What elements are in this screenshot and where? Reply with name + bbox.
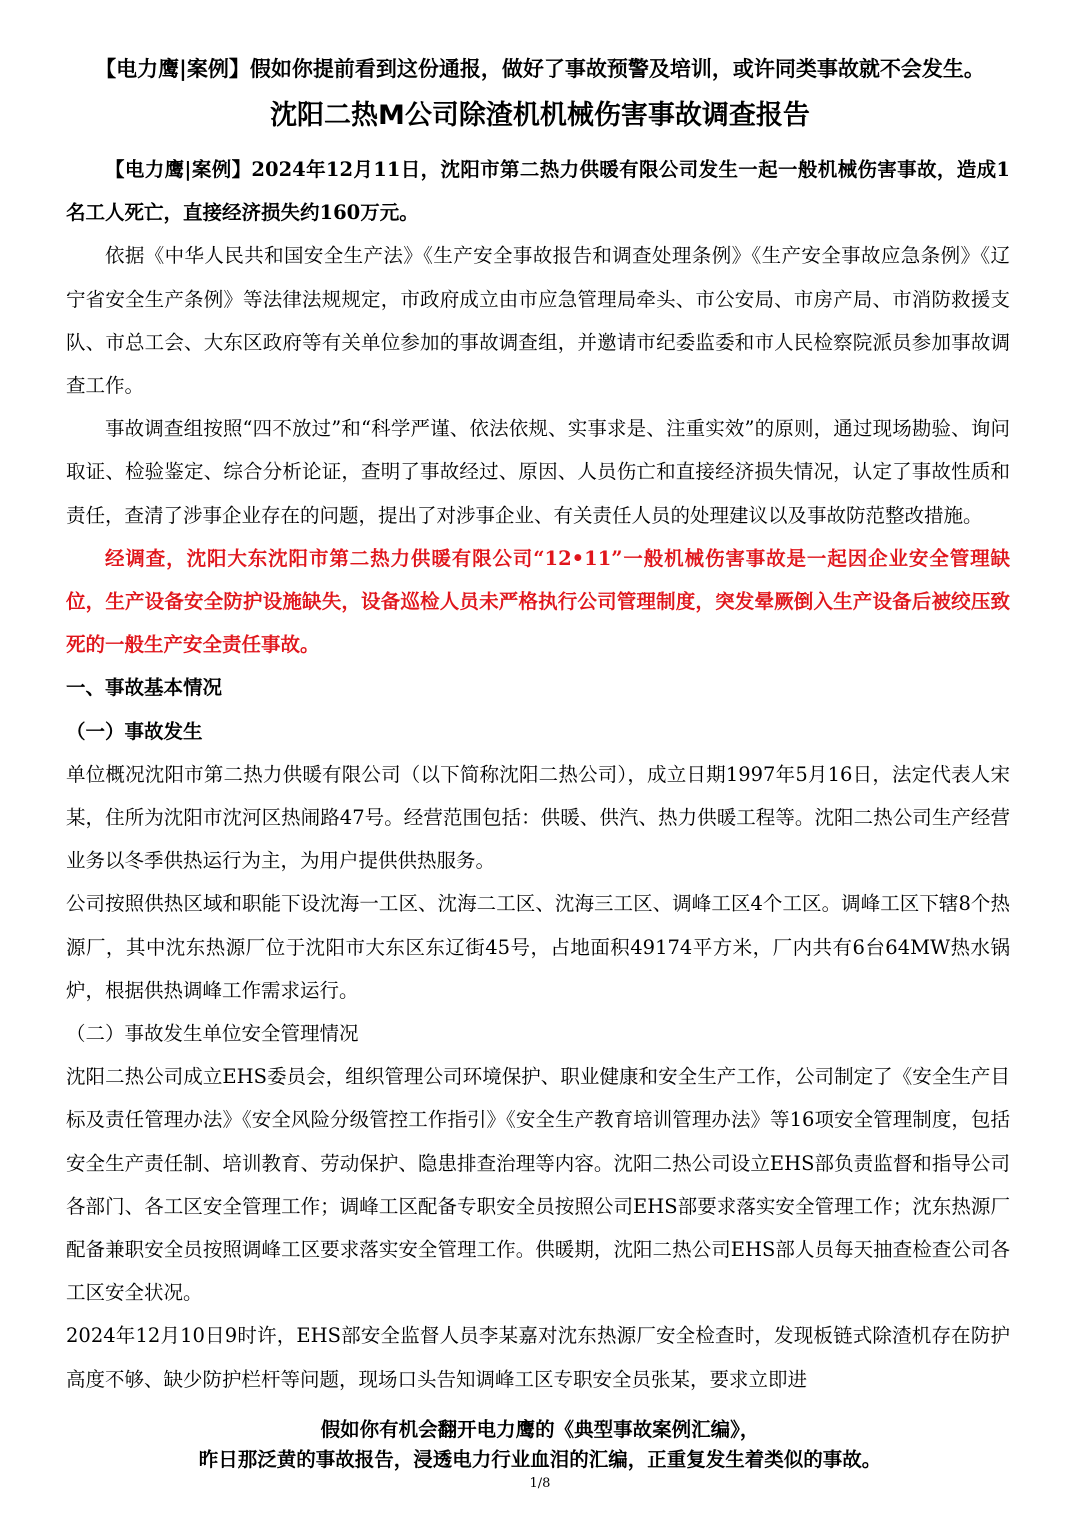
company-structure-paragraph: 公司按照供热区域和职能下设沈海一工区、沈海二工区、沈海三工区、调峰工区4个工区。调峰工区下辖8个热源厂，其中沈东热源厂位于沈阳市大东区东辽街45号，占地面积49174平方米，厂内共有6台64MW热水锅炉，根据供热调峰工作需求运行。 <box>66 892 1010 1002</box>
investigation-paragraph: 事故调查组按照“四不放过”和“科学严谨、依法依规、实事求是、注重实效”的原则，通过现场勘验、询问取证、检验鉴定、综合分析论证，查明了事故经过、原因、人员伤亡和直接经济损失情况，认定了事故性质和责任，查清了涉事企业存在的问题，提出了对涉事企业、有关责任人员的处理建议以及事故防范整改措施。 <box>66 417 1010 527</box>
footer-line: 假如你有机会翻开电力鹰的《典型事故案例汇编》， <box>320 1418 760 1441</box>
conclusion-paragraph: 经调查，沈阳大东沈阳市第二热力供暖有限公司“12•11”一般机械伤害事故是一起因企业安全管理缺位，生产设备安全防护设施缺失，设备巡检人员未严格执行公司管理制度，突发晕厥倒入生产设备后被绞压致死的一般生产安全责任事故。 <box>66 546 1010 657</box>
safety-management-paragraph: 沈阳二热公司成立EHS委员会，组织管理公司环境保护、职业健康和安全生产工作，公司制定了《安全生产目标及责任管理办法》《安全风险分级管控工作指引》《安全生产教育培训管理办法》等16项安全管理制度，包括安全生产责任制、培训教育、劳动保护、隐患排查治理等内容。沈阳二热公司设立EHS部负责监督和指导公司各部门、各工区安全管理工作；调峰工区配备专职安全员按照公司EHS部要求落实安全管理工作；沈东热源厂配备兼职安全员按照调峰工区要求落实安全管理工作。供暖期，沈阳二热公司EHS部人员每天抽查检查公司各工区安全状况。 <box>66 1065 1010 1305</box>
subsection-heading: （二）事故发生单位安全管理情况 <box>66 1022 359 1046</box>
footer-line: 昨日那泛黄的事故报告，浸透电力行业血泪的汇编，正重复发生着类似的事故。 <box>198 1448 882 1471</box>
section-heading: 一、事故基本情况 <box>66 676 223 700</box>
intro-paragraph: 【电力鹰|案例】2024年12月11日，沈阳市第二热力供暖有限公司发生一起一般机械伤害事故，造成1名工人死亡，直接经济损失约160万元。 <box>66 158 1010 225</box>
promo-footer <box>0 1415 1080 1475</box>
page-number: 1/8 <box>529 1476 551 1491</box>
page-title: 沈阳二热M公司除渣机机械伤害事故调查报告 <box>270 100 810 131</box>
legal-basis-paragraph: 依据《中华人民共和国安全生产法》《生产安全事故报告和调查处理条例》《生产安全事故应急条例》《辽宁省安全生产条例》等法律法规规定，市政府成立由市应急管理局牵头、市公安局、市房产局、市消防救援支队、市总工会、大东区政府等有关单位参加的事故调查组，并邀请市纪委监委和市人民检察院派员参加事故调查工作。 <box>66 244 1010 398</box>
promo-header: 【电力鹰|案例】假如你提前看到这份通报，做好了事故预警及培训，或许同类事故就不会发生。 <box>95 57 985 81</box>
subsection-heading: （一）事故发生 <box>66 719 203 743</box>
report-body <box>66 148 1010 1401</box>
inspection-paragraph: 2024年12月10日9时许，EHS部安全监督人员李某嘉对沈东热源厂安全检查时，发现板链式除渣机存在防护高度不够、缺少防护栏杆等问题，现场口头告知调峰工区专职安全员张某，要求立即进 <box>66 1324 1010 1391</box>
company-overview-paragraph: 单位概况沈阳市第二热力供暖有限公司（以下简称沈阳二热公司），成立日期1997年5月16日，法定代表人宋某，住所为沈阳市沈河区热闹路47号。经营范围包括：供暖、供汽、热力供暖工程等。沈阳二热公司生产经营业务以冬季供热运行为主，为用户提供供热服务。 <box>66 762 1010 873</box>
